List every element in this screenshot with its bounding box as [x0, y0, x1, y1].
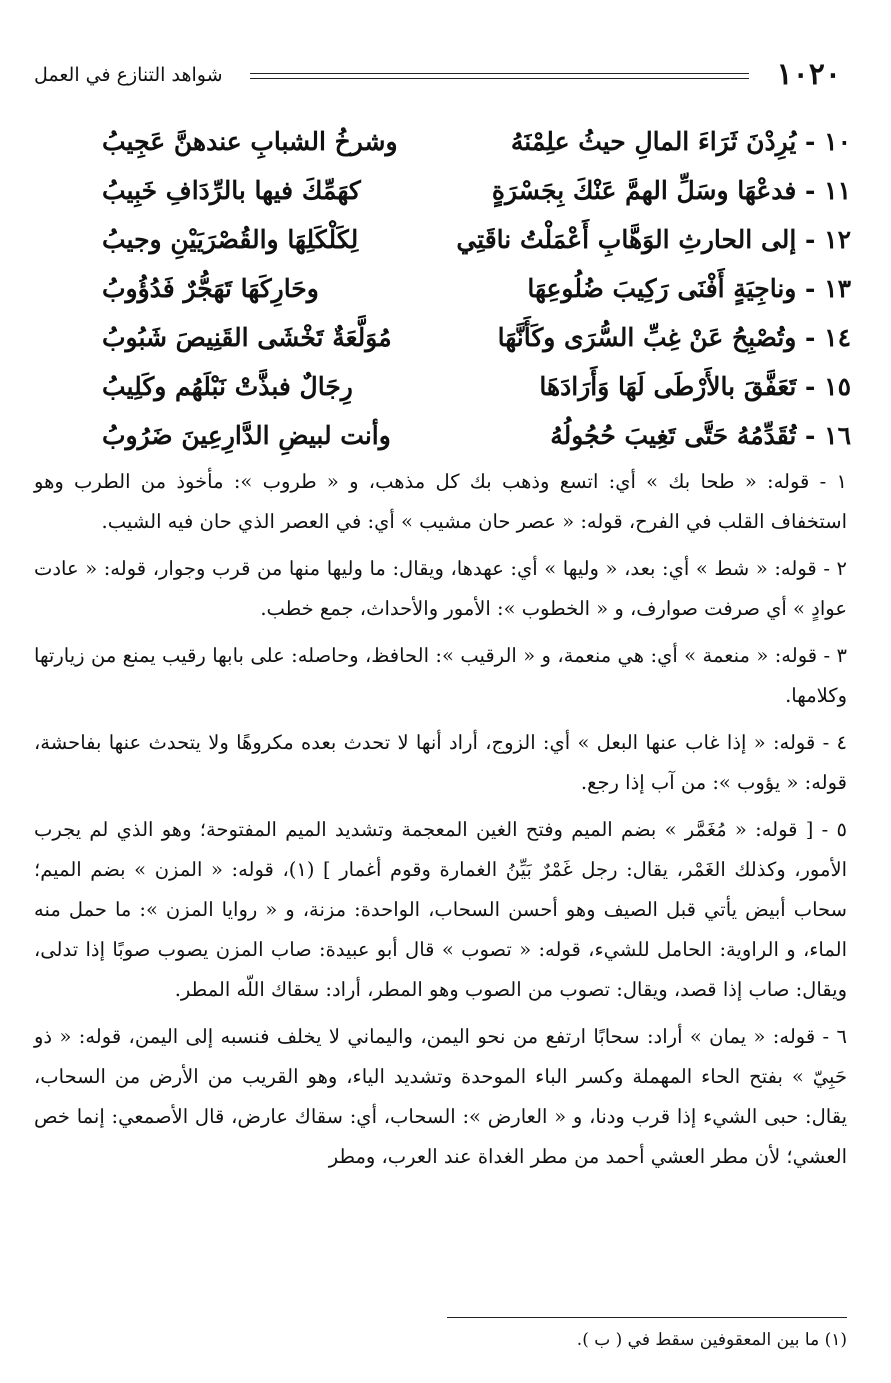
commentary-paragraph: ٦ - قوله: « يمان » أراد: سحابًا ارتفع من نحو اليمن، واليماني لا يخلف فنسبه إلى اليمن، قوله: « ذو حَبِيّ » بفتح الحاء المهملة وكسر الباء الموحدة وتشديد الياء، وهو القريب من الأرض من السحاب، يقال: حبى الشيء إذا قرب ودنا، و « العارض »: السحاب، أي: سقاك عارض، قال الأصمعي: إنما خص العشي؛ لأن مطر العشي أحمد من مطر الغداة عند العرب، ومطر — [34, 1025, 847, 1168]
verse — [40, 167, 851, 216]
verse — [40, 216, 851, 265]
verse-first-hemistich: ١٢ - إلى الحارثِ الوَهَّابِ أَعْمَلْتُ ناقَتِي — [456, 225, 851, 254]
verse-second-hemistich: مُوَلَّعَةٌ تَخْشَى القَنِيصَ شَبُوبُ — [102, 323, 392, 352]
footnote: (١) ما بين المعقوفين سقط في ( ب ). — [576, 1330, 847, 1350]
verse-first-hemistich: ١٤ - وتُصْبِحُ عَنْ غِبِّ السُّرَى وكَأَنَّهَا — [497, 323, 851, 352]
verse — [40, 118, 851, 167]
verse-second-hemistich: وشرخُ الشبابِ عندهنَّ عَجِيبُ — [102, 127, 398, 156]
verse — [40, 265, 851, 314]
verse-second-hemistich: كهَمِّكَ فيها بالرِّدَافِ خَبِيبُ — [102, 176, 361, 205]
verse — [40, 314, 851, 363]
verse-first-hemistich: ١٣ - وناجِيَةٍ أَفْنَى رَكِيبَ ضُلُوعِهَا — [527, 274, 851, 303]
page-number: ١٠٢٠ — [776, 57, 841, 92]
verse — [40, 363, 851, 412]
page-header — [22, 58, 869, 92]
verse-first-hemistich: ١٥ - تَعَفَّقَ بالأَرْطَى لَهَا وَأَرَادَهَا — [539, 372, 851, 401]
verse-first-hemistich: ١١ - فدعْهَا وسَلِّ الهمَّ عَنْكَ بِجَسْرَةٍ — [491, 176, 851, 205]
verse-first-hemistich: ١٦ - تُقَدِّمُهُ حَتَّى تَغِيبَ حُجُولُهُ — [550, 421, 851, 450]
verse-second-hemistich: وحَارِكَهَا تَهَجُّرٌ فَدُؤُوبُ — [102, 274, 319, 303]
commentary — [34, 462, 847, 1184]
verse — [40, 412, 851, 461]
poem — [40, 118, 851, 461]
footnote-rule — [447, 1317, 847, 1318]
header-rule — [250, 73, 749, 74]
verse-second-hemistich: لِكَلْكَلِهَا والقُصْرَيَيْنِ وجيبُ — [102, 225, 359, 254]
verse-second-hemistich: رِجَالٌ فبذَّتْ نَبْلَهُم وكَلِيبُ — [102, 372, 353, 401]
commentary-paragraph: ٤ - قوله: « إذا غاب عنها البعل » أي: الزوج، أراد أنها لا تحدث بعده مكروهًا ولا يتحدث عنها بفاحشة، قوله: « يؤوب »: من آب إذا رجع. — [34, 731, 847, 794]
verse-second-hemistich: وأنت لبيضِ الدَّارِعِينَ ضَرُوبُ — [102, 421, 391, 450]
running-title: شواهد التنازع في العمل — [34, 64, 223, 86]
commentary-paragraph: ٣ - قوله: « منعمة » أي: هي منعمة، و « الرقيب »: الحافظ، وحاصله: على بابها رقيب يمنع من زيارتها وكلامها. — [34, 644, 847, 707]
verse-first-hemistich: ١٠ - يُرِدْنَ ثَرَاءَ المالِ حيثُ علِمْنَهُ — [510, 127, 851, 156]
commentary-paragraph: ١ - قوله: « طحا بك » أي: اتسع وذهب بك كل مذهب، و « طروب »: مأخوذ من الطرب وهو استخفاف القلب في الفرح، قوله: « عصر حان مشيب » أي: في العصر الذي حان فيه الشيب. — [34, 470, 847, 533]
commentary-paragraph: ٥ - [ قوله: « مُغَمَّر » بضم الميم وفتح الغين المعجمة وتشديد الميم المفتوحة؛ وهو الذي لم يجرب الأمور، وكذلك الغَمْر، يقال: رجل غَمْرٌ بَيِّنُ الغمارة وقوم أغمار ] (١)، قوله: « المزن » بضم الميم؛ سحاب أبيض يأتي قبل الصيف وهو أحسن السحاب، الواحدة: مزنة، و « روايا المزن »: ما حمل منه الماء، و الراوية: الحامل للشيء، قوله: « تصوب » قال أبو عبيدة: صاب المزن يصوب صوبًا إذا تدلى، ويقال: صاب إذا قصد، ويقال: تصوب من الصوب وهو المطر، أراد: سقاك اللّه المطر. — [34, 818, 847, 1001]
header-rule — [250, 78, 749, 79]
commentary-paragraph: ٢ - قوله: « شط » أي: بعد، « وليها » أي: عهدها، ويقال: ما وليها منها من قرب وجوار، قوله: « عادت عوادٍ » أي صرفت صوارف، و « الخطوب »: الأمور والأحداث، جمع خطب. — [34, 557, 847, 620]
